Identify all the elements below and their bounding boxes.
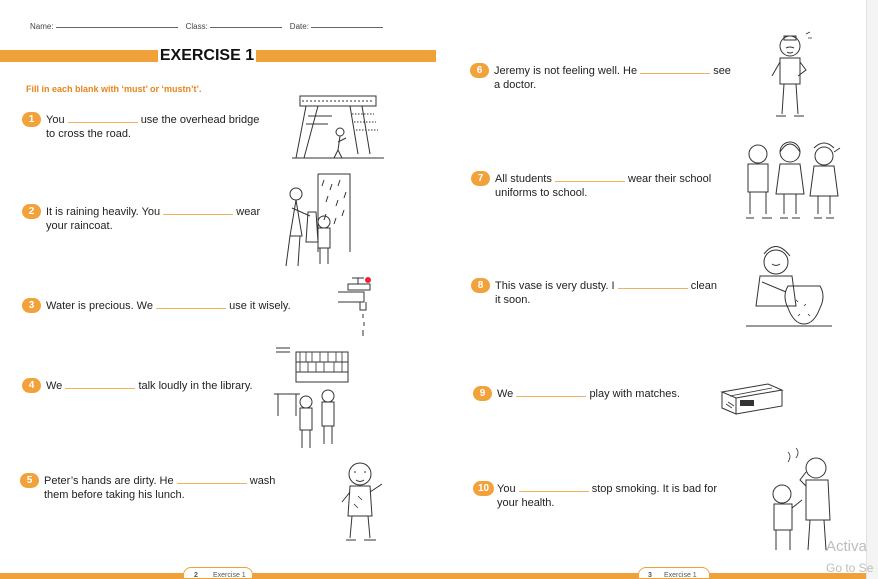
question-7-line2: uniforms to school. xyxy=(495,187,588,199)
question-9-after: play with matches. xyxy=(589,388,680,400)
question-9-before: We xyxy=(497,388,514,400)
question-8 xyxy=(495,279,717,307)
left-page-number: 2 xyxy=(194,572,198,579)
question-1-blank[interactable] xyxy=(68,114,138,123)
question-5-before: Peter’s hands are dirty. He xyxy=(44,475,174,487)
question-8-before: This vase is very dusty. I xyxy=(495,280,615,292)
question-2-blank[interactable] xyxy=(163,206,233,215)
question-9-blank[interactable] xyxy=(516,388,586,397)
question-7-blank[interactable] xyxy=(555,173,625,182)
right-footer-text: Exercise 1 xyxy=(664,572,697,579)
question-5-line2: them before taking his lunch. xyxy=(44,489,185,501)
matchbox-illustration xyxy=(720,376,784,416)
question-2-number: 2 xyxy=(22,204,41,219)
question-9 xyxy=(497,387,680,401)
question-5-after: wash xyxy=(249,475,276,487)
library-illustration xyxy=(272,344,352,454)
sick-boy-illustration xyxy=(766,30,816,124)
name-label: Name: xyxy=(30,22,54,31)
question-8-line2: it soon. xyxy=(495,294,531,306)
question-8-blank[interactable] xyxy=(618,280,688,289)
question-1 xyxy=(46,113,259,141)
question-6-before: Jeremy is not feeling well. He xyxy=(494,65,638,77)
question-1-after: use the overhead bridge xyxy=(140,114,260,126)
exercise-title: EXERCISE 1 xyxy=(159,47,255,64)
title-band-left xyxy=(0,50,158,62)
question-7-number: 7 xyxy=(471,171,490,186)
header-row xyxy=(30,22,391,31)
right-page xyxy=(436,0,870,579)
question-6 xyxy=(494,64,744,92)
dusty-vase-illustration xyxy=(746,244,832,330)
question-1-number: 1 xyxy=(22,112,41,127)
question-3 xyxy=(46,299,291,313)
question-5-number: 5 xyxy=(20,473,39,488)
question-10 xyxy=(497,482,717,510)
question-3-after: use it wisely. xyxy=(229,300,291,312)
question-3-number: 3 xyxy=(22,298,41,313)
question-8-after: clean xyxy=(690,280,718,292)
question-4-number: 4 xyxy=(22,378,41,393)
question-4-blank[interactable] xyxy=(65,380,135,389)
question-4-before: We xyxy=(46,380,63,392)
question-6-line2: a doctor. xyxy=(494,79,537,91)
question-6-number: 6 xyxy=(470,63,489,78)
question-10-line2: your health. xyxy=(497,497,555,509)
raining-illustration xyxy=(276,172,352,274)
question-8-number: 8 xyxy=(471,278,490,293)
date-label: Date: xyxy=(289,22,309,31)
question-1-before: You xyxy=(46,114,65,126)
instruction-text: Fill in each blank with ‘must’ or ‘mustn’t’. xyxy=(26,84,202,94)
overhead-bridge-illustration xyxy=(292,92,384,162)
question-7-after: wear their school xyxy=(628,173,712,185)
question-3-blank[interactable] xyxy=(156,300,226,309)
students-uniform-illustration xyxy=(742,138,842,224)
question-2-line2: your raincoat. xyxy=(46,220,113,232)
activation-watermark-line1: Activa xyxy=(826,538,867,555)
question-6-blank[interactable] xyxy=(640,65,710,74)
date-line xyxy=(311,26,383,28)
class-label: Class: xyxy=(185,22,208,31)
question-4 xyxy=(46,379,253,393)
class-line xyxy=(210,26,282,28)
question-7 xyxy=(495,172,711,200)
question-3-before: Water is precious. We xyxy=(46,300,153,312)
left-footer-text: Exercise 1 xyxy=(213,572,246,579)
question-10-before: You xyxy=(497,483,516,495)
title-band-right xyxy=(256,50,436,62)
question-2-before: It is raining heavily. You xyxy=(46,206,161,218)
question-4-after: talk loudly in the library. xyxy=(138,380,253,392)
question-10-blank[interactable] xyxy=(519,483,589,492)
question-1-line2: to cross the road. xyxy=(46,128,131,140)
right-page-number: 3 xyxy=(648,572,652,579)
question-10-number: 10 xyxy=(473,481,494,496)
dirty-hands-boy-illustration xyxy=(340,460,390,550)
question-2 xyxy=(46,205,260,233)
question-2-after: wear xyxy=(236,206,261,218)
activation-watermark-line2: Go to Se xyxy=(826,561,874,575)
exercise-title-bar xyxy=(0,47,436,65)
question-6-after: see xyxy=(713,65,731,77)
viewer-scroll-edge[interactable] xyxy=(866,0,878,579)
left-page xyxy=(0,0,436,579)
question-5-blank[interactable] xyxy=(177,475,247,484)
question-10-after: stop smoking. It is bad for xyxy=(591,483,718,495)
question-5 xyxy=(44,474,275,502)
name-line xyxy=(56,26,178,28)
question-9-number: 9 xyxy=(473,386,492,401)
water-tap-illustration xyxy=(334,274,380,344)
question-7-before: All students xyxy=(495,173,552,185)
